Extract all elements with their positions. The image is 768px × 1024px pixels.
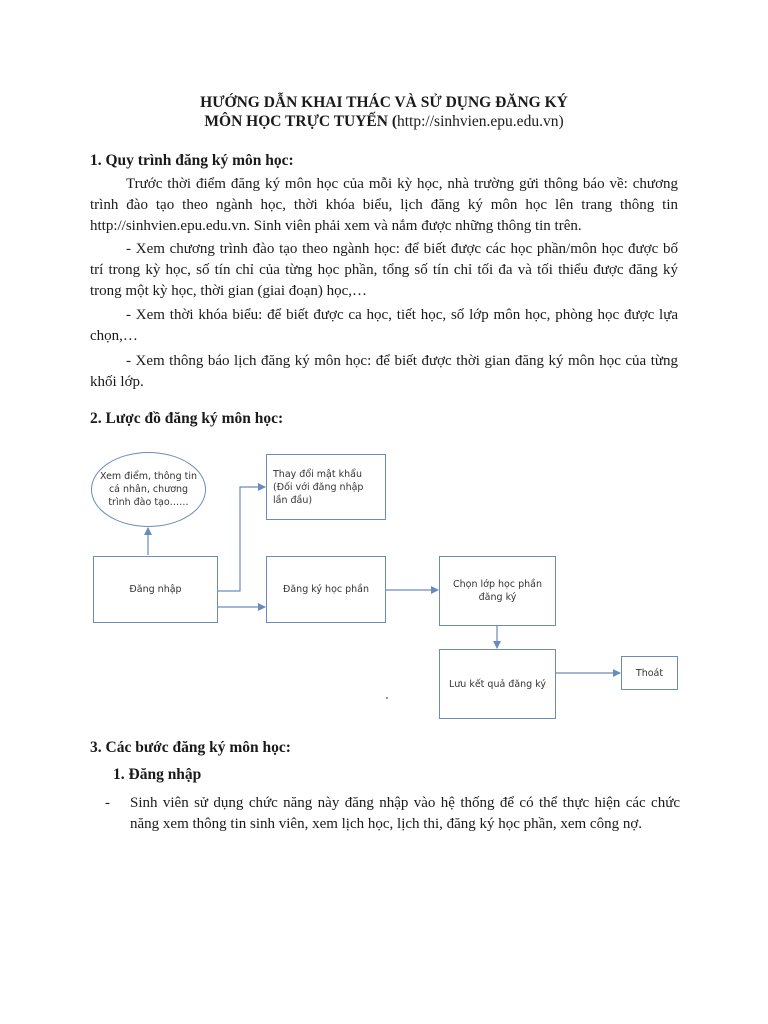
node-view-info: Xem điểm, thông tin cá nhân, chương trình đào tạo…… bbox=[91, 452, 206, 527]
section-2-heading: 2. Lược đồ đăng ký môn học: bbox=[90, 410, 284, 427]
section-1-paragraph-2: - Xem chương trình đào tạo theo ngành học: để biết được các học phần/môn học được bố trí trong kỳ học, số tín chỉ của từng học phần, tổng số tín chỉ tối đa và tối thiểu được đăng ký trong một kỳ học, thời gian (giai đoạn) học,… bbox=[90, 241, 678, 299]
bullet-dash: - bbox=[105, 795, 110, 811]
section-3-heading: 3. Các bước đăng ký môn học: bbox=[90, 739, 291, 756]
arrow-login-to-change-password bbox=[218, 487, 265, 591]
stray-dot bbox=[386, 697, 388, 699]
section-1-heading: 1. Quy trình đăng ký môn học: bbox=[90, 152, 294, 169]
title-line-2 bbox=[90, 112, 678, 131]
node-choose-class: Chọn lớp học phần đăng ký bbox=[439, 556, 556, 626]
node-exit: Thoát bbox=[621, 656, 678, 690]
section-1-paragraph-4: - Xem thông báo lịch đăng ký môn học: để biết được thời gian đăng ký môn học của từng khối lớp. bbox=[90, 353, 678, 390]
section-1-paragraph-3: - Xem thời khóa biểu: để biết được ca học, tiết học, số lớp môn học, phòng học được lựa chọn,… bbox=[90, 307, 678, 344]
node-change-password: Thay đổi mật khẩu (Đối với đăng nhập lần đầu) bbox=[266, 454, 386, 520]
node-login: Đăng nhập bbox=[93, 556, 218, 623]
step-1-heading: 1. Đăng nhập bbox=[113, 766, 202, 783]
title-url: http://sinhvien.epu.edu.vn) bbox=[397, 113, 564, 130]
step-1-text: Sinh viên sử dụng chức năng này đăng nhập vào hệ thống để có thể thực hiện các chức năng xem thông tin sinh viên, xem lịch học, lịch thi, đăng ký học phần, xem công nợ. bbox=[130, 795, 680, 832]
node-register-course: Đăng ký học phần bbox=[266, 556, 386, 623]
step-1-bullet bbox=[105, 793, 680, 835]
section-1-paragraph-1: Trước thời điểm đăng ký môn học của mỗi kỳ học, nhà trường gửi thông báo về: chương trình đào tạo theo ngành học, thời khóa biểu, lịch đăng ký môn học lên trang thông tin http://sinhvien.epu.edu.vn. Sinh viên phải xem và nắm được những thông tin trên. bbox=[90, 176, 678, 234]
title-line-1: HƯỚNG DẪN KHAI THÁC VÀ SỬ DỤNG ĐĂNG KÝ bbox=[200, 94, 568, 111]
document-title bbox=[90, 93, 678, 131]
title-line-2-bold: MÔN HỌC TRỰC TUYẾN ( bbox=[204, 113, 397, 130]
node-save-result: Lưu kết quả đăng ký bbox=[439, 649, 556, 719]
